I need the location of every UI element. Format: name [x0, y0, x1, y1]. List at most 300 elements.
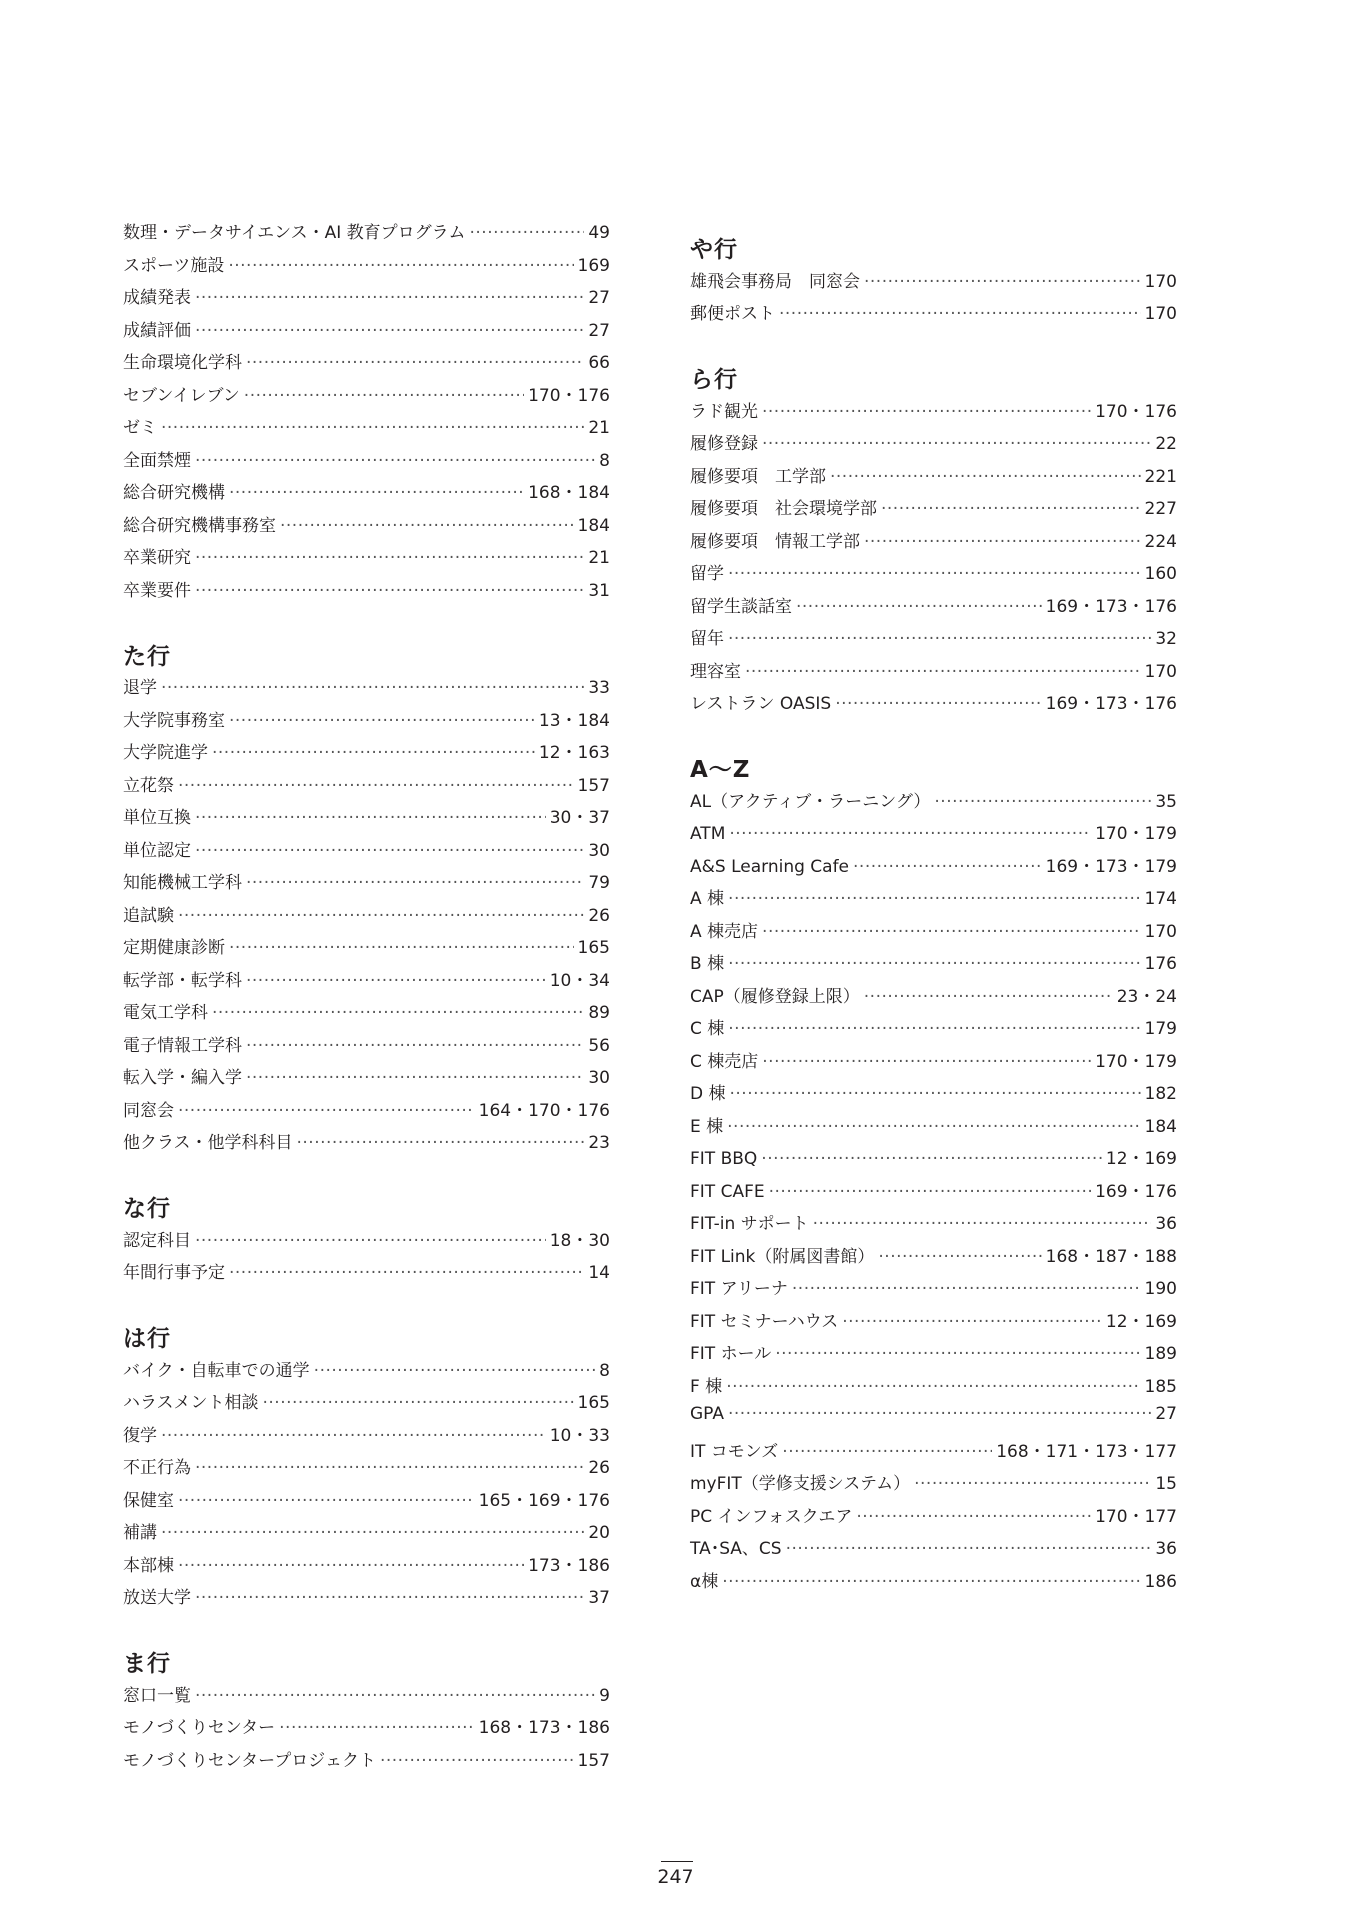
dot-leader — [853, 857, 1042, 877]
index-entry — [123, 283, 610, 316]
section-heading: A～Z — [690, 757, 751, 783]
index-term: レストラン OASIS — [690, 694, 832, 714]
index-entry — [123, 1518, 610, 1551]
index-entry — [690, 819, 1177, 852]
index-page-numbers: 179 — [1144, 1019, 1177, 1039]
index-page-numbers: 15 — [1155, 1474, 1177, 1494]
index-entry — [123, 1713, 610, 1746]
dot-leader — [195, 808, 546, 828]
index-entry — [123, 868, 610, 901]
index-term: 同窓会 — [123, 1100, 174, 1121]
index-entry — [123, 478, 610, 511]
dot-leader — [762, 1052, 1091, 1072]
dot-leader — [835, 694, 1041, 714]
index-page-numbers: 10・33 — [549, 1425, 610, 1446]
dot-leader — [856, 1507, 1091, 1527]
index-entry — [123, 1031, 610, 1064]
index-term: FIT-in サポート — [690, 1214, 809, 1234]
dot-leader — [178, 776, 574, 796]
index-page-numbers: 170・176 — [528, 385, 610, 406]
index-term: モノづくりセンタープロジェクト — [123, 1750, 376, 1771]
index-entry — [690, 429, 1177, 462]
index-entry — [690, 494, 1177, 527]
index-page-numbers: 157 — [577, 1750, 610, 1771]
index-page-numbers: 30・37 — [549, 808, 610, 828]
index-entry — [123, 803, 610, 836]
index-entry — [123, 998, 610, 1031]
dot-leader — [161, 418, 584, 438]
dot-leader — [195, 1686, 595, 1706]
dot-leader — [782, 1442, 992, 1462]
index-term: 単位互換 — [123, 808, 191, 828]
index-column-left — [123, 218, 610, 1778]
index-term: 履修要項 工学部 — [690, 466, 826, 487]
dot-leader — [178, 1556, 524, 1576]
index-term: 立花祭 — [123, 775, 174, 796]
dot-leader — [280, 516, 574, 536]
index-entry — [690, 949, 1177, 982]
index-page-numbers: 185 — [1144, 1376, 1177, 1397]
index-entry — [690, 1144, 1177, 1177]
section-spacer — [123, 1161, 610, 1194]
index-page-numbers: 170 — [1144, 921, 1177, 942]
dot-leader — [864, 272, 1141, 292]
index-page-numbers: 169・173・176 — [1045, 596, 1177, 617]
index-entry — [123, 966, 610, 999]
index-term: 全面禁煙 — [123, 450, 191, 471]
index-term: 単位認定 — [123, 840, 191, 861]
dot-leader — [195, 321, 584, 341]
section-spacer — [690, 722, 1177, 755]
index-page-numbers: 169・176 — [1095, 1181, 1177, 1202]
index-entry — [690, 1307, 1177, 1340]
dot-leader — [161, 678, 584, 698]
section-heading: た行 — [123, 643, 171, 670]
index-entry — [123, 1388, 610, 1421]
index-term: TA･SA、CS — [690, 1539, 782, 1559]
index-term: 定期健康診断 — [123, 938, 225, 958]
index-entry — [123, 1681, 610, 1714]
index-term: D 棟 — [690, 1084, 726, 1104]
dot-leader — [229, 938, 574, 958]
index-page-numbers: 22 — [1155, 434, 1177, 454]
index-page-numbers: 8 — [599, 450, 610, 471]
index-term: IT コモンズ — [690, 1441, 779, 1462]
index-term: 本部棟 — [123, 1555, 174, 1576]
index-term: 他クラス・他学科科目 — [123, 1133, 293, 1153]
index-entry — [690, 1534, 1177, 1567]
dot-leader — [279, 1718, 475, 1738]
dot-leader — [722, 1572, 1140, 1592]
index-entry — [123, 251, 610, 284]
index-page-numbers: 184 — [577, 515, 610, 536]
dot-leader — [881, 499, 1141, 519]
dot-leader — [229, 483, 524, 503]
dot-leader — [195, 548, 584, 568]
index-term: A 棟売店 — [690, 921, 759, 942]
index-term: F 棟 — [690, 1376, 723, 1397]
dot-leader — [178, 1101, 475, 1121]
dot-leader — [178, 1491, 475, 1511]
index-entry — [123, 1746, 610, 1779]
index-page-numbers: 227 — [1144, 499, 1177, 519]
index-term: PC インフォスクエア — [690, 1506, 853, 1527]
index-term: CAP（履修登録上限） — [690, 986, 860, 1007]
index-term: 転入学・編入学 — [123, 1068, 242, 1088]
dot-leader — [727, 1117, 1140, 1137]
index-entry — [123, 381, 610, 414]
index-entry — [690, 689, 1177, 722]
dot-leader — [761, 1149, 1102, 1169]
dot-leader — [195, 1458, 584, 1478]
index-entry — [690, 1014, 1177, 1047]
dot-leader — [792, 1279, 1141, 1299]
index-page-numbers: 35 — [1155, 791, 1177, 812]
index-term: ラド観光 — [690, 401, 758, 422]
index-entry — [690, 462, 1177, 495]
index-entry — [690, 1112, 1177, 1145]
index-term: スポーツ施設 — [123, 255, 225, 276]
index-entry — [690, 1274, 1177, 1307]
dot-leader — [470, 223, 585, 243]
dot-leader — [195, 1588, 584, 1608]
index-term: モノづくりセンター — [123, 1718, 276, 1738]
index-entry — [123, 1258, 610, 1291]
index-page-numbers: 12・163 — [538, 743, 610, 763]
index-entry — [690, 592, 1177, 625]
index-term: FIT BBQ — [690, 1149, 758, 1169]
index-entry — [690, 624, 1177, 657]
index-page-numbers: 10・34 — [549, 970, 610, 991]
index-entry — [123, 1226, 610, 1259]
index-entry — [123, 1551, 610, 1584]
index-term: FIT セミナーハウス — [690, 1311, 839, 1332]
section-spacer — [690, 332, 1177, 365]
index-entry — [123, 218, 610, 251]
index-term: A&S Learning Cafe — [690, 856, 850, 877]
index-entry — [690, 1079, 1177, 1112]
index-page-numbers: 27 — [588, 288, 610, 308]
dot-leader — [745, 662, 1141, 682]
index-entry — [123, 836, 610, 869]
index-entry — [123, 673, 610, 706]
index-page-numbers: 170 — [1144, 304, 1177, 324]
index-entry — [690, 1372, 1177, 1405]
dot-leader — [728, 564, 1141, 584]
index-page-numbers: 169・173・176 — [1045, 694, 1177, 714]
index-term: 郵便ポスト — [690, 304, 775, 324]
index-page-numbers: 170・179 — [1095, 824, 1177, 844]
dot-leader — [762, 922, 1141, 942]
page-footer — [0, 1866, 1351, 1888]
index-term: 履修要項 情報工学部 — [690, 531, 860, 552]
index-page-numbers: 26 — [588, 1458, 610, 1478]
index-term: 履修登録 — [690, 434, 758, 454]
index-page-numbers: 165 — [577, 938, 610, 958]
index-page-numbers: 170・179 — [1095, 1051, 1177, 1072]
index-term: GPA — [690, 1404, 724, 1424]
index-page-numbers: 66 — [588, 353, 610, 373]
dot-leader — [786, 1539, 1152, 1559]
index-page-numbers: 176 — [1144, 954, 1177, 974]
dot-leader — [813, 1214, 1152, 1234]
index-page-numbers: 26 — [588, 905, 610, 926]
dot-leader — [314, 1361, 596, 1381]
index-page-numbers: 8 — [599, 1360, 610, 1381]
dot-leader — [178, 906, 584, 926]
dot-leader — [796, 597, 1042, 617]
index-entry — [690, 1242, 1177, 1275]
dot-leader — [161, 1426, 546, 1446]
index-page-numbers: 30 — [588, 840, 610, 861]
index-page-numbers: 30 — [588, 1068, 610, 1088]
section-heading: や行 — [690, 237, 738, 263]
index-entry — [123, 706, 610, 739]
index-page-numbers: 14 — [588, 1263, 610, 1283]
index-page-numbers: 21 — [588, 418, 610, 438]
index-term: 補講 — [123, 1523, 157, 1543]
index-entry — [123, 1063, 610, 1096]
index-entry — [690, 1469, 1177, 1502]
index-entry — [123, 316, 610, 349]
dot-leader — [728, 889, 1141, 909]
dot-leader — [229, 711, 535, 731]
index-entry — [123, 413, 610, 446]
dot-leader — [195, 1231, 546, 1251]
dot-leader — [229, 1263, 584, 1283]
index-page-numbers: 165 — [577, 1393, 610, 1413]
index-term: ゼミ — [123, 418, 157, 438]
index-entry — [690, 1502, 1177, 1535]
dot-leader — [246, 873, 584, 893]
dot-leader — [195, 581, 584, 601]
index-page-numbers: 164・170・176 — [478, 1100, 610, 1121]
dot-leader — [195, 451, 595, 471]
dot-leader — [195, 841, 584, 861]
index-term: AL（アクティブ・ラーニング） — [690, 791, 931, 812]
index-page-numbers: 13・184 — [538, 710, 610, 731]
dot-leader — [864, 987, 1113, 1007]
dot-leader — [246, 971, 546, 991]
index-entry — [690, 852, 1177, 885]
section-spacer — [123, 608, 610, 641]
dot-leader — [728, 1404, 1151, 1424]
index-page-numbers: 169・173・179 — [1045, 856, 1177, 877]
page-number-rule — [661, 1861, 693, 1862]
index-page-numbers: 89 — [588, 1003, 610, 1023]
index-term: A 棟 — [690, 889, 725, 909]
index-entry — [690, 884, 1177, 917]
dot-leader — [830, 467, 1141, 487]
index-entry — [123, 1486, 610, 1519]
index-page-numbers: 165・169・176 — [478, 1490, 610, 1511]
page-number: 247 — [657, 1866, 694, 1888]
dot-leader — [161, 1523, 584, 1543]
dot-leader — [246, 1036, 584, 1056]
index-entry — [123, 1583, 610, 1616]
index-term: 理容室 — [690, 661, 741, 682]
index-term: 成績発表 — [123, 288, 191, 308]
index-term: 総合研究機構事務室 — [123, 515, 276, 536]
dot-leader — [914, 1474, 1151, 1494]
index-page-numbers: 21 — [588, 548, 610, 568]
index-page-numbers: 12・169 — [1105, 1311, 1177, 1332]
index-term: α棟 — [690, 1571, 719, 1592]
index-entry — [123, 543, 610, 576]
dot-leader — [842, 1312, 1102, 1332]
index-entry — [690, 1404, 1177, 1437]
index-page-numbers: 27 — [588, 320, 610, 341]
index-term: セブンイレブン — [123, 385, 240, 406]
index-entry — [690, 657, 1177, 690]
index-entry — [690, 1567, 1177, 1600]
index-term: 生命環境化学科 — [123, 353, 242, 373]
index-term: 復学 — [123, 1425, 157, 1446]
index-term: 総合研究機構 — [123, 483, 225, 503]
dot-leader — [934, 792, 1151, 812]
index-page-numbers: 157 — [577, 775, 610, 796]
dot-leader — [729, 824, 1091, 844]
dot-leader — [779, 304, 1141, 324]
index-page-numbers: 160 — [1144, 564, 1177, 584]
index-entry — [123, 1453, 610, 1486]
index-entry — [123, 1421, 610, 1454]
section-spacer — [690, 218, 1177, 234]
index-term: 留学 — [690, 564, 724, 584]
index-page-numbers: 23・24 — [1116, 986, 1177, 1007]
dot-leader — [769, 1182, 1091, 1202]
dot-leader — [380, 1751, 574, 1771]
section-spacer — [123, 1616, 610, 1649]
index-page-numbers: 169 — [577, 255, 610, 276]
index-term: 成績評価 — [123, 320, 191, 341]
dot-leader — [195, 288, 584, 308]
index-page-numbers: 224 — [1144, 531, 1177, 552]
index-term: 大学院事務室 — [123, 710, 225, 731]
section-heading: は行 — [123, 1326, 171, 1352]
index-page-numbers: 189 — [1144, 1344, 1177, 1364]
dot-leader — [263, 1393, 574, 1413]
index-entry — [690, 917, 1177, 950]
index-term: FIT Link（附属図書館） — [690, 1246, 875, 1267]
index-entry — [123, 1128, 610, 1161]
index-term: ハラスメント相談 — [123, 1393, 259, 1413]
index-page-numbers: 182 — [1144, 1084, 1177, 1104]
section-heading: な行 — [123, 1196, 171, 1222]
index-page-numbers: 168・173・186 — [478, 1718, 610, 1738]
dot-leader — [728, 954, 1140, 974]
index-page-numbers: 36 — [1155, 1214, 1177, 1234]
dot-leader — [246, 1068, 584, 1088]
index-term: 転学部・転学科 — [123, 970, 242, 991]
index-term: C 棟 — [690, 1019, 725, 1039]
index-page-numbers: 170・176 — [1095, 401, 1177, 422]
index-page-numbers: 170 — [1144, 271, 1177, 292]
index-term: 卒業要件 — [123, 580, 191, 601]
index-page-numbers: 184 — [1144, 1116, 1177, 1137]
index-term: 数理・データサイエンス・AI 教育プログラム — [123, 223, 466, 243]
index-term: 保健室 — [123, 1490, 174, 1511]
index-page-numbers: 173・186 — [528, 1555, 610, 1576]
index-page-numbers: 31 — [588, 580, 610, 601]
index-entry — [690, 299, 1177, 332]
index-term: ATM — [690, 824, 726, 844]
dot-leader — [762, 434, 1151, 454]
index-term: FIT ホール — [690, 1344, 772, 1364]
index-term: 窓口一覧 — [123, 1685, 191, 1706]
dot-leader — [775, 1344, 1140, 1364]
index-entry — [123, 738, 610, 771]
index-page-numbers: 9 — [599, 1685, 610, 1706]
dot-leader — [297, 1133, 585, 1153]
index-page-numbers: 32 — [1155, 629, 1177, 649]
dot-leader — [726, 1377, 1140, 1397]
index-term: 認定科目 — [123, 1230, 191, 1251]
index-entry — [123, 1096, 610, 1129]
index-page-numbers: 170 — [1144, 661, 1177, 682]
index-page-numbers: 36 — [1155, 1539, 1177, 1559]
dot-leader — [730, 1084, 1141, 1104]
index-page-numbers: 20 — [588, 1523, 610, 1543]
index-entry — [123, 348, 610, 381]
index-term: 卒業研究 — [123, 548, 191, 568]
index-column-right — [690, 218, 1177, 1599]
dot-leader — [878, 1247, 1041, 1267]
index-entry — [123, 901, 610, 934]
index-page-numbers: 18・30 — [549, 1230, 610, 1251]
dot-leader — [762, 402, 1091, 422]
index-page-numbers: 190 — [1144, 1279, 1177, 1299]
index-term: 追試験 — [123, 905, 174, 926]
index-entry — [690, 1177, 1177, 1210]
index-term: 留年 — [690, 629, 724, 649]
index-entry — [123, 1356, 610, 1389]
index-page-numbers: 79 — [588, 873, 610, 893]
index-term: 履修要項 社会環境学部 — [690, 499, 877, 519]
index-term: 不正行為 — [123, 1458, 191, 1478]
index-term: B 棟 — [690, 954, 725, 974]
index-entry — [123, 576, 610, 609]
dot-leader — [728, 1019, 1140, 1039]
index-page-numbers: 168・171・173・177 — [996, 1441, 1177, 1462]
index-page-numbers: 168・187・188 — [1045, 1246, 1177, 1267]
index-entry — [123, 933, 610, 966]
index-page-numbers: 49 — [588, 223, 610, 243]
section-heading: ら行 — [690, 367, 738, 393]
index-entry — [123, 446, 610, 479]
index-term: 退学 — [123, 678, 157, 698]
index-entry — [690, 1437, 1177, 1470]
index-page-numbers: 37 — [588, 1588, 610, 1608]
index-page-numbers: 168・184 — [528, 483, 610, 503]
index-page-numbers: 27 — [1155, 1404, 1177, 1424]
dot-leader — [212, 1003, 584, 1023]
index-term: 年間行事予定 — [123, 1263, 225, 1283]
index-term: E 棟 — [690, 1116, 724, 1137]
index-page-numbers: 12・169 — [1105, 1149, 1177, 1169]
index-page-numbers: 186 — [1144, 1571, 1177, 1592]
index-page-numbers: 33 — [588, 678, 610, 698]
index-entry — [690, 559, 1177, 592]
index-term: myFIT（学修支援システム） — [690, 1474, 911, 1494]
index-entry — [690, 1339, 1177, 1372]
index-entry — [690, 267, 1177, 300]
index-entry — [690, 397, 1177, 430]
index-entry — [123, 771, 610, 804]
index-term: 知能機械工学科 — [123, 873, 242, 893]
index-term: FIT CAFE — [690, 1181, 765, 1202]
index-entry — [690, 787, 1177, 820]
